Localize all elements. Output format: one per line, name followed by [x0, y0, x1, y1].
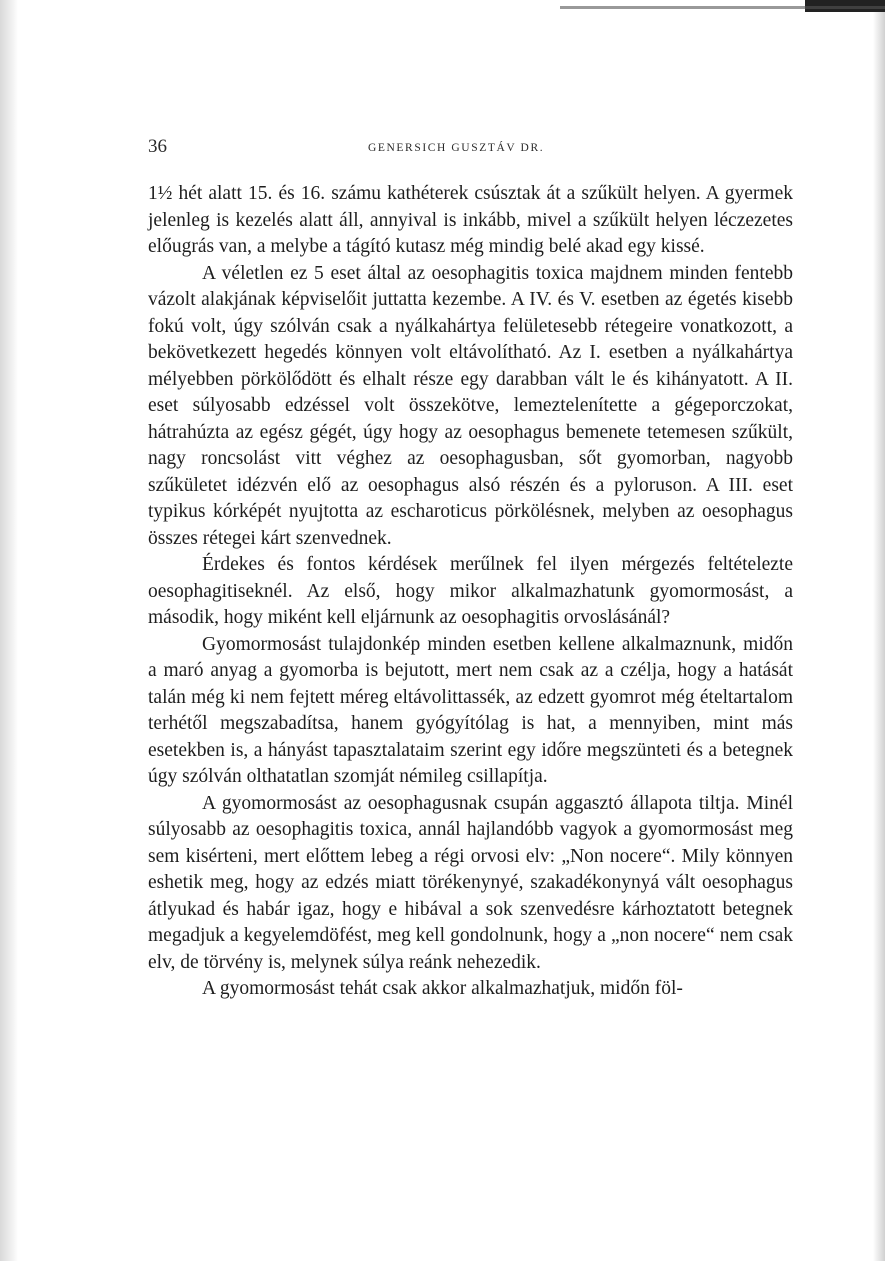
paragraph-5: A gyomormosást az oesophagusnak csupán aggasztó állapota tiltja. Minél súlyosabb az oesophagitis toxica, annál hajlandóbb vagyok a gyomormosást meg sem kisérteni, mert előttem lebeg a régi orvosi elv: „Non nocere“. Mily könnyen eshetik meg, hogy az edzés miatt törékenynyé, szakadékonynyá vált oesophagus átlyukad és habár igaz, hogy e hibával a sok szenvedésre kárhoztatott betegnek megadjuk a kegyelemdöfést, meg kell gondolnunk, hogy a „non nocere“ nem csak elv, de törvény is, melynek súlya reánk nehezedik. — [148, 792, 793, 973]
paragraph-1: 1½ hét alatt 15. és 16. számu kathéterek csúsztak át a szűkült helyen. A gyermek jelenleg is kezelés alatt áll, annyival is inkább, mivel a szűkült helyen léczezetes előugrás van, a melybe a tágító kutasz még mindig belé akad egy kissé. — [148, 183, 793, 257]
paragraph-2: A véletlen ez 5 eset által az oesophagitis toxica majdnem minden fentebb vázolt alakjának képviselőit juttatta kezembe. A IV. és V. esetben az égetés kisebb fokú volt, úgy szólván csak a nyálkahártya felületesebb rétegeire vonatkozott, a bekövetkezett hegedés könnyen volt eltávolítható. Az I. esetben a nyálkahártya mélyebben pörkölődött és elhalt része egy darabban vált le és kihányatott. A II. eset súlyosabb edzéssel volt összekötve, lemeztelenítette a gégeporczokat, hátrahúzta az egész gégét, úgy hogy az oesophagus bemenete tetemesen szűkült, nagy roncsolást vitt véghez az oesophagusban, sőt gyomorban, nagyobb szűkületet idézvén elő az oesophagus alsó részén és a pyloruson. A III. eset typikus kórképét nyujtotta az escharoticus pörkölésnek, melyben az oesophagus összes rétegei kárt szenvednek. — [148, 262, 793, 549]
page-number: 36 — [148, 136, 167, 157]
scan-shadow-left — [0, 0, 18, 1261]
paragraph-6: A gyomormosást tehát csak akkor alkalmazhatjuk, midőn föl- — [202, 978, 683, 999]
scan-shadow-right — [873, 0, 885, 1261]
running-head: GENERSICH GUSZTÁV DR. — [368, 142, 545, 154]
paragraph-4: Gyomormosást tulajdonkép minden esetben kellene alkalmaznunk, midőn a maró anyag a gyomorba is bejutott, mert nem csak az a czélja, hogy a hatását talán még ki nem fejtett méreg eltávolittassék, az edzett gyomrot még ételtartalom terhétől megszabadítsa, hanem gyógyítólag is hat, a mennyiben, mint más esetekben is, a hányást tapasztalataim szerint egy időre megszünteti és a betegnek úgy szólván olthatatlan szomját némileg csillapítja. — [148, 633, 793, 787]
page-header — [148, 136, 788, 160]
scan-edge-line — [560, 6, 885, 9]
paragraph-3: Érdekes és fontos kérdések merűlnek fel ilyen mérgezés feltételezte oesophagitiseknél. Az első, hogy mikor alkalmazhatunk gyomormosást, a második, hogy miként kell eljárnunk az oesophagitis orvoslásánál? — [148, 554, 793, 628]
body-text — [148, 181, 793, 1003]
